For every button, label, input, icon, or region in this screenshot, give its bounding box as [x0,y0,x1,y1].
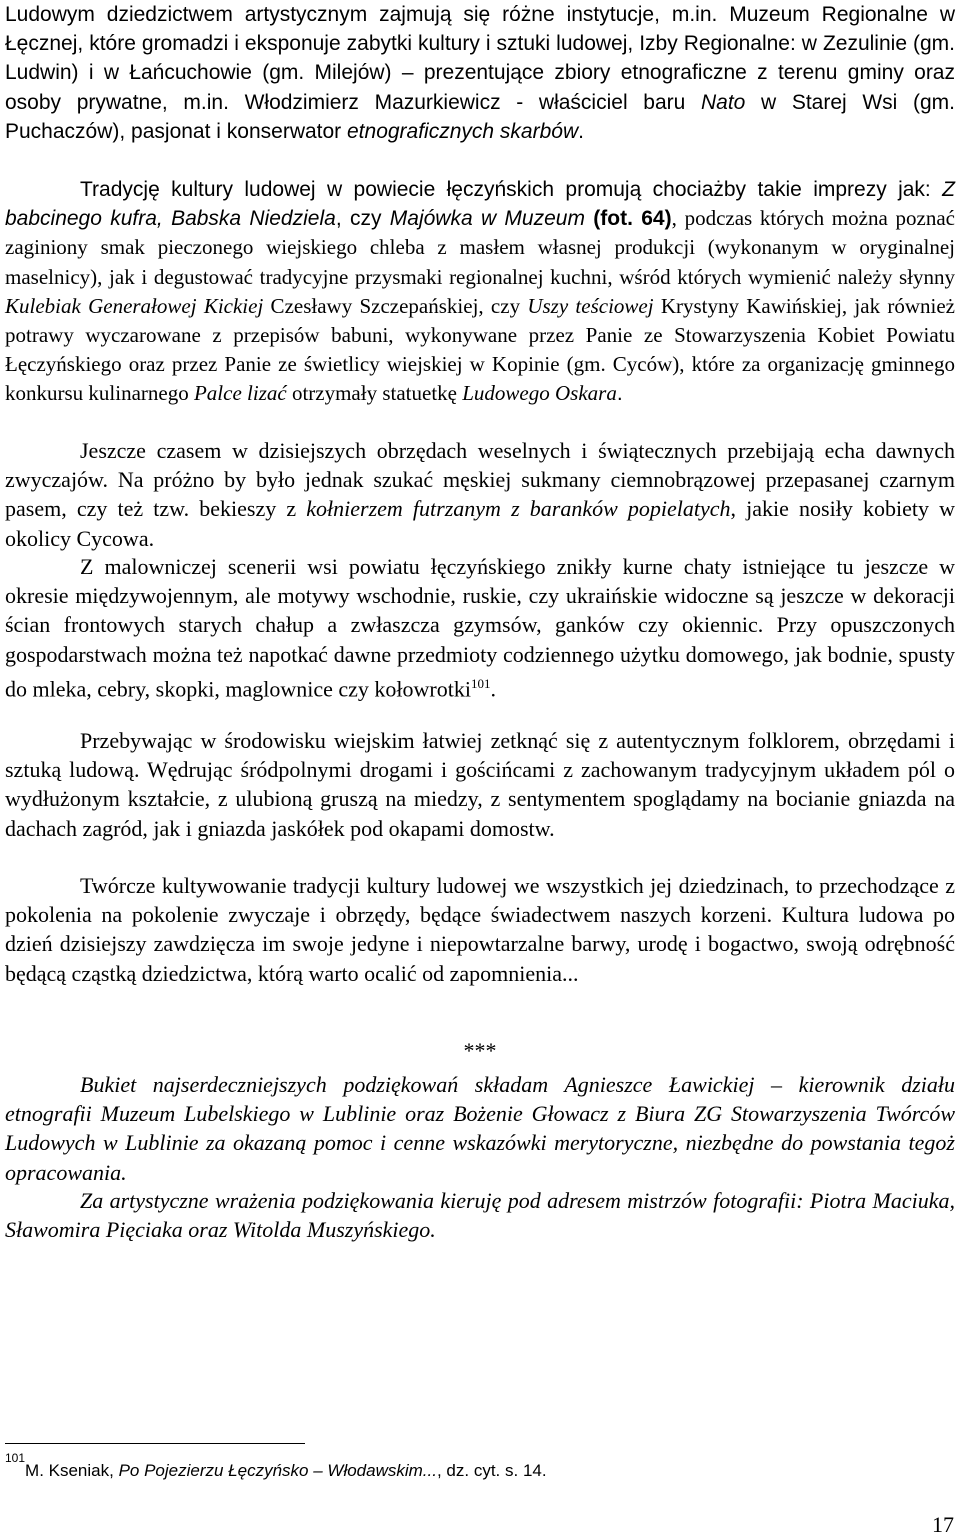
paragraph-customs [5,436,955,553]
section-separator: *** [463,1038,497,1063]
text: Z malowniczej scenerii wsi powiatu łęczyńskiego znikły kurne chaty istniejące tu jeszcze w okresie międzywojennym, ale motywy wschodnie, ruskie, czy ukraińskie widoczne są jeszcze w dekoracji ścian frontowych starych chałup a zwłaszcza gzymsów, ganków czy okiennic. Przy opuszczonych gospodarstwach można też napotkać dawne przedmioty codziennego użytku domowego, jak bodnie, spusty do mleka, cebry, skopki, maglownice czy kołowrotki [5,554,955,702]
text-italic: Ludowego Oskara [462,381,617,406]
paragraph-cultivation: Twórcze kultywowanie tradycji kultury ludowej we wszystkich jej dziedzinach, to przechodzące z pokolenia na pokolenie zwyczaje i obrzędy, będące świadectwem naszych korzeni. Kultura ludowa po dzień dzisiejszy zawdzięcza im swoje jedyne i niepowtarzalne barwy, urodę i bogactwo, swoją odrębność będącą cząstką dziedzictwa, którą warto ocalić od zapomnienia... [5,873,955,986]
text-italic: Majówka w Muzeum [389,207,585,231]
text: . [578,119,584,143]
text-italic: kołnierzem futrzanym z baranków popielatych [306,496,731,522]
text-italic: Z babcinego kufra, Babska Niedziela [5,178,955,231]
text: Tradycję kultury ludowej w powiecie łęczyńskich promują chociażby takie imprezy jak: [80,178,943,201]
text-italic: Po Pojezierzu Łęczyńsko – Włodawskim... [118,1461,437,1480]
paragraph-institutions [5,0,955,146]
acknowledgement-1: Bukiet najserdeczniejszych podziękowań składam Agnieszce Ławickiej – kierownik działu etnografii Muzeum Lubelskiego w Lublinie oraz Bożenie Głowacz z Biura ZG Stowarzyszenia Twórców Ludowych w Lublinie za okazaną pomoc i cenne wskazówki merytoryczne, niezbędne do powstania tegoż opracowania. [5,1072,955,1185]
text: Jeszcze czasem w dzisiejszych obrzędach weselnych i świątecznych przebijają echa dawnych zwyczajów. Na próżno by było jednak szukać męskiej sukmany ciemnobrązowej przepasanej czarnym pasem, czy też tzw. bekieszy z [5,438,955,522]
footnote-number: 101 [5,1451,26,1465]
acknowledgement-2: Za artystyczne wrażenia podziękowania kieruję pod adresem mistrzów fotografii: Piotra Maciuka, Sławomira Pięciaka oraz Witolda Muszyńskiego. [5,1188,955,1243]
text-italic: etnograficznych skarbów [347,119,579,143]
text: , czy [335,207,390,231]
text: . [490,676,496,702]
text: Ludowym dziedzictwem artystycznym zajmują się różne instytucje, m.in. Muzeum Regionalne w Łęcznej, które gromadzi i eksponuje zabytki kultury i sztuki ludowej, Izby Regionalne: w Zezulinie (gm. Ludwin) i w Łańcuchowie (gm. Milejów) – prezentujące zbiory etnograficzne z terenu gminy oraz osoby prywatne, m.in. Włodzimierz Mazurkiewicz - właściciel baru [5,3,955,114]
paragraph-scenery [5,552,955,703]
footnote [5,1438,905,1491]
footnote-reference: 101 [470,675,491,691]
page-number: 17 [932,1512,954,1537]
text: Czesławy Szczepańskiej, czy [263,293,528,318]
text-italic: Kulebiak Generałowej Kickiej [5,293,264,318]
text: otrzymały statuetkę [286,381,463,406]
text: w Starej Wsi (gm. Puchaczów), pasjonat i konserwator [5,90,955,143]
text: , podczas których można poznać zaginiony smak pieczonego wiejskiego chleba z masłem własnej produkcji (wykonanym w oryginalnej maselnicy), jak i degustować tradycyjne przysmaki regionalnej kuchni, wśród których wymienić należy słynny [5,206,955,289]
text: M. Kseniak, [25,1461,119,1480]
paragraph-traditions [5,175,955,409]
text-italic: Uszy teściowej [527,293,654,318]
text: , dz. cyt. s. 14. [436,1461,547,1480]
text-italic: Nato [700,90,746,114]
photo-reference: (fot. 64) [584,207,672,231]
text: , jakie nosiły kobiety w okolicy Cycowa. [5,496,955,551]
text-italic: Palce lizać [193,381,287,406]
text: . [616,382,623,406]
text: Krystyny Kawińskiej, jak również potrawy wyczarowane z przepisów babuni, wykonywane przez Panie ze Stowarzyszenia Kobiet Powiatu Łęczyńskiego oraz przez Panie ze świetlicy wiejskiej w Kopinie (gm. Cyców), które za organizację gminnego konkursu kulinarnego [5,293,955,406]
paragraph-folklore: Przebywając w środowisku wiejskim łatwiej zetknąć się z autentycznym folklorem, obrzędami i sztuką ludową. Wędrując śródpolnymi drogami i gościńcami z zachowanym tradycyjnym układem pól o wydłużonym kształcie, z ulubioną gruszą na miedzy, z sentymentem spoglądamy na bocianie gniazda na dachach zagród, jak i gniazda jaskółek pod okapami domostw. [5,728,955,841]
